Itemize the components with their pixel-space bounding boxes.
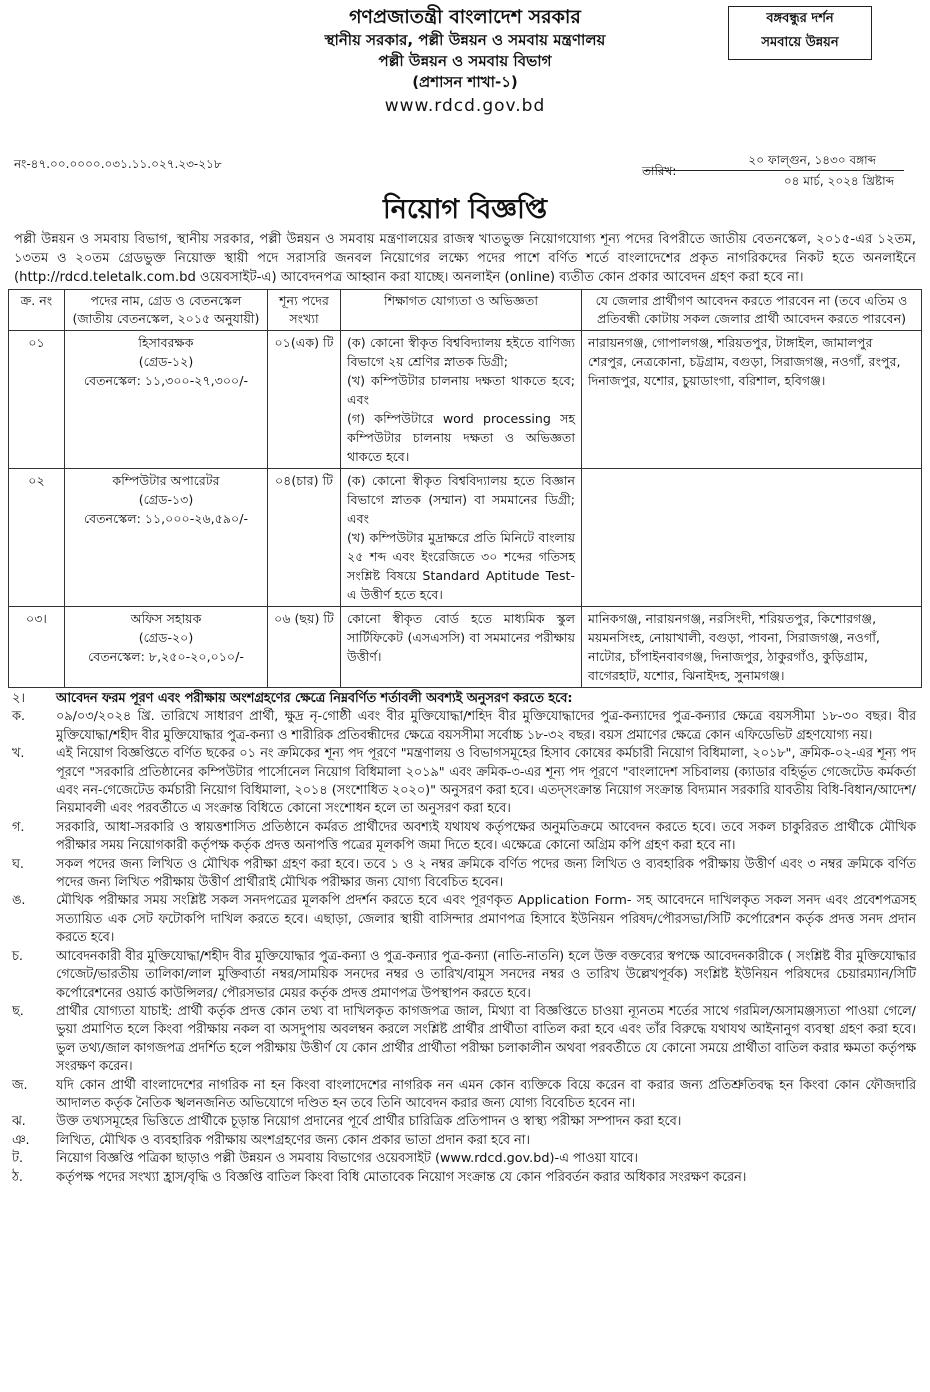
condition-item <box>8 1169 922 1187</box>
condition-item <box>8 948 922 1003</box>
condition-item <box>8 1150 922 1168</box>
condition-key: ২। <box>12 691 25 706</box>
table-row <box>9 607 922 688</box>
condition-item <box>8 1003 922 1077</box>
cell-count: ০১(এক) টি <box>268 331 341 469</box>
cell-district: মানিকগঞ্জ, নারায়নগঞ্জ, নরসিংদী, শরিয়তপুর, কিশোরগঞ্জ, ময়মনসিংহ, নোয়াখালী, বগুড়া, পাবনা, সিরাজগঞ্জ, নওগাঁ, নাটোর, চাঁপাইনবাবগঞ্জ, দিনাজপুর, ঠাকুরগাঁও, কুড়িগ্রাম, বাগেরহাট, যশোর, ঝিনাইদহ, সুনামগঞ্জ। <box>582 607 922 688</box>
table-header-row <box>9 290 922 331</box>
date-english: ০৪ মার্চ, ২০২৪ খ্রিষ্টাব্দ <box>783 174 894 188</box>
col-header-count: শূন্য পদের সংখ্যা <box>268 290 341 331</box>
condition-text: যদি কোন প্রার্থী বাংলাদেশের নাগরিক না হন কিংবা বাংলাদেশের নাগরিক নন এমন কোন ব্যক্তিকে বিয়ে করেন বা করার জন্য প্রতিশ্রুতিবদ্ধ হন কিংবা কোন ফৌজদারি আদালত কর্তৃক নৈতিক স্খলনজনিত অভিযোগে দণ্ডিত হন তবে তিনি আবেদন করার জন্য যোগ্য বিবেচিত হবেন না। <box>56 1077 916 1111</box>
condition-text: আবেদনকারী বীর মুক্তিযোদ্ধা/শহীদ বীর মুক্তিযোদ্ধার পুত্র-কন্যা ও পুত্র-কন্যার পুত্র-কন্যা (নাতি-নাতনি) হলে উক্ত বক্তব্যের স্বপক্ষে আবেদনকারীকে ( সংশ্লিষ্ট বীর মুক্তিযোদ্ধার গেজেট/ভারতীয় তালিকা/লাল মুক্তিবার্তা নম্বর/সাময়িক সনদের নম্বর ও তারিখ/বামুস সনদের নম্বর ও তারিখ উল্লেখপূর্বক) সংশ্লিষ্ট ইউনিয়ন পরিষদের চেয়ারম্যান/সিটি কর্পোরেশনের ওয়ার্ড কাউন্সিলর/ পৌরসভার মেয়র কর্তৃক প্রদত্ত প্রমাণপত্র উপস্থাপন করতে হবে। <box>56 948 916 1001</box>
condition-key: গ. <box>12 819 25 835</box>
post-name: হিসাবরক্ষক <box>138 335 194 350</box>
cell-post <box>65 607 268 688</box>
col-header-post: পদের নাম, গ্রেড ও বেতনস্কেল (জাতীয় বেতনস্কেল, ২০১৫ অনুযায়ী) <box>65 290 268 331</box>
condition-key: ট. <box>12 1151 24 1167</box>
letterhead <box>8 0 922 150</box>
cell-sl: ০১ <box>9 331 65 469</box>
condition-text: সকল পদের জন্য লিখিত ও মৌখিক পরীক্ষা গ্রহণ করা হবে। তবে ১ ও ২ নম্বর ক্রমিকে বর্ণিত পদের জন্য লিখিত ও ব্যবহারিক পরীক্ষায় উত্তীর্ণ এবং ৩ নম্বর ক্রমিকে বর্ণিত পদের জন্য লিখিত পরীক্ষায় উত্তীর্ণ প্রার্থীরাই মৌখিক পরীক্ষার জন্য যোগ্য বিবেচিত হবেন। <box>56 856 916 891</box>
condition-item <box>8 690 922 708</box>
condition-key: জ. <box>12 1077 28 1093</box>
cell-qualification <box>341 331 582 469</box>
post-pay: বেতনস্কেল: ১১,০০০-২৬,৫৯০/- <box>83 511 248 526</box>
condition-key: ঞ. <box>12 1132 30 1148</box>
condition-text: নিয়োগ বিজ্ঞপ্তি পত্রিকা ছাড়াও পল্লী উন্নয়ন ও সমবায় বিভাগের ওয়েবসাইট (www.rdcd.gov.bd)-এ পাওয়া যাবে। <box>56 1151 638 1167</box>
col-header-sl: ক্র. নং <box>9 290 65 331</box>
condition-item <box>8 1077 922 1114</box>
condition-text: এই নিয়োগ বিজ্ঞপ্তিতে বর্ণিত ছকের ০১ নং ক্রমিকের শূন্য পদ পূরণে "মন্ত্রণালয় ও বিভাগসমূহের হিসাব কোষের কর্মচারী নিয়োগ বিধিমালা, ২০১৮", ক্রমিক-০২-এর শূন্য পদ পূরণে "সরকারি প্রতিষ্ঠানের কম্পিউটার পার্সোনেল নিয়োগ বিধিমালা ২০১৯" এবং ক্রমিক-৩-এর শূন্য পদ পূরণে "বাংলাদেশ সচিবালয় (ক্যাডার বহির্ভূত গেজেটেড কর্মকর্তা এবং নন-গেজেটেড কর্মচারী নিয়োগ বিধিমালা, ২০১৪ (সংশোধিত ২০২০)" অনুসরণ করা হবে। এতদ্সংক্রান্ত নিয়োগ সংক্রান্ত বিদ্যমান সরকারি যাবতীয় বিধি-বিধান/আদেশ/নিয়মাবলী এবং পরবর্তীতে এ সংক্রান্ত বিধিতে কোনো সংশোধন হলে তা অনুসরণ করা হবে। <box>56 746 916 817</box>
slogan-line: বঙ্গবন্ধুর দর্শন <box>766 11 834 26</box>
slogan-box <box>728 6 872 60</box>
cell-sl: ০২ <box>9 469 65 607</box>
col-header-district: যে জেলার প্রার্থীগণ আবেদন করতে পারবেন না (তবে এতিম ও প্রতিবন্ধী কোটায় সকল জেলার প্রার্থী আবেদন করতে পারবেন) <box>582 290 922 331</box>
condition-item <box>8 708 922 745</box>
qualification-item: (ক) কোনো স্বীকৃত বিশ্ববিদ্যালয় হতে বিজ্ঞান বিভাগে স্নাতক (সম্মান) বা সমমানের ডিগ্রী; এবং <box>347 473 575 526</box>
date-block <box>644 150 904 191</box>
table-row <box>9 469 922 607</box>
cell-post <box>65 469 268 607</box>
cell-qualification <box>341 469 582 607</box>
post-grade: (গ্রেড-১২) <box>138 354 194 369</box>
condition-text: মৌখিক পরীক্ষার সময় সংশ্লিষ্ট সকল সনদপত্রের মূলকপি প্রদর্শন করতে হবে এবং পূরণকৃত Application Form- সহ আবেদনে দাখিলকৃত সকল সনদ এবং প্রবেশপত্রসহ সত্যায়িত এক সেট ফটোকপি দাখিল করতে হবে। এছাড়া, জেলার স্থায়ী বাসিন্দার প্রমাণপত্র হিসাবে ইউনিয়ন পরিষদ/পৌরসভা/সিটি কর্পোরেশন কর্তৃক প্রদত্ত সনদ প্রদান করতে হবে। <box>56 893 916 946</box>
condition-item <box>8 1132 922 1150</box>
condition-text: কর্তৃপক্ষ পদের সংখ্যা হ্রাস/বৃদ্ধি ও বিজ্ঞপ্তি বাতিল কিংবা বিধি মোতাবেক নিয়োগ সংক্রান্ত যে কোন পরিবর্তন করার অধিকার সংরক্ষণ করেন। <box>56 1169 747 1185</box>
slogan-line: সমবায়ে উন্নয়ন <box>761 35 839 50</box>
condition-key: ঙ. <box>12 893 26 909</box>
notice-title: নিয়োগ বিজ্ঞপ্তি <box>382 194 548 225</box>
government-name: গণপ্রজাতন্ত্রী বাংলাদেশ সরকার <box>349 6 581 28</box>
intro-paragraph: পল্লী উন্নয়ন ও সমবায় বিভাগ, স্থানীয় সরকার, পল্লী উন্নয়ন ও সমবায় মন্ত্রণালয়ের রাজস্ব খাতভুক্ত নিয়োগযোগ্য শূন্য পদের বিপরীতে জাতীয় বেতনস্কেল, ২০১৫-এর ১২তম, ১৩তম ও ২০তম গ্রেডভুক্ত নিয়োক্ত স্থায়ী পদে সরাসরি জনবল নিয়োগের লক্ষ্যে পদের পাশে বর্ণিত শর্তে বাংলাদেশের প্রকৃত নাগরিকদের নিকট হতে অনলাইনে (http://rdcd.teletalk.com.bd ওয়েবসাইট-এ) আবেদনপত্র আহ্বান করা যাচ্ছে। অনলাইন (online) ব্যতীত কোন প্রকার আবেদন গ্রহণ করা হবে না। <box>14 232 916 285</box>
condition-text: ০৯/০৩/২০২৪ খ্রি. তারিখে সাধারণ প্রার্থী, ক্ষুদ্র নৃ-গোষ্ঠী এবং বীর মুক্তিযোদ্ধা/শহিদ বীর মুক্তিযোদ্ধাদের পুত্র-কন্যাদের পুত্র-কন্যার ক্ষেত্রে বয়সসীমা ১৮-৩০ বছর। বীর মুক্তিযোদ্ধা/শহীদ বীর মুক্তিযোদ্ধার পুত্র-কন্যা ও শারীরিক প্রতিবন্ধীদের ক্ষেত্রে বয়সসীমা সর্বোচ্চ ১৮-৩২ বছর। বয়স প্রমাণের ক্ষেত্রে কোন এফিডেভিট গ্রহণযোগ্য নয়। <box>56 709 916 743</box>
condition-item <box>8 1113 922 1131</box>
website-url[interactable]: www.rdcd.gov.bd <box>384 96 546 116</box>
condition-key: ঠ. <box>12 1169 23 1185</box>
cell-count: ০৪(চার) টি <box>268 469 341 607</box>
post-pay: বেতনস্কেল: ১১,৩০০-২৭,৩০০/- <box>83 373 249 388</box>
cell-sl: ০৩। <box>9 607 65 688</box>
condition-item <box>8 819 922 856</box>
condition-item <box>8 856 922 893</box>
post-name: কম্পিউটার অপারেটর <box>112 473 220 488</box>
date-bangla: ২০ ফাল্গুন, ১৪৩০ বঙ্গাব্দ <box>644 150 904 171</box>
posts-table <box>8 289 922 688</box>
post-pay: বেতনস্কেল: ৮,২৫০-২০,০১০/- <box>88 649 244 664</box>
branch-name: (প্রশাসন শাখা-১) <box>412 73 518 91</box>
condition-key: খ. <box>12 746 25 762</box>
condition-key: ছ. <box>12 1003 24 1019</box>
post-grade: (গ্রেড-২০) <box>138 630 194 645</box>
cell-count: ০৬ (ছয়) টি <box>268 607 341 688</box>
qualification-item: (ক) কোনো স্বীকৃত বিশ্ববিদ্যালয় হইতে বাণিজ্য বিভাগে ২য় শ্রেণির স্নাতক ডিগ্রী; <box>347 335 575 369</box>
ministry-name: স্থানীয় সরকার, পল্লী উন্নয়ন ও সমবায় মন্ত্রণালয় <box>324 31 606 49</box>
condition-key: ক. <box>12 709 26 725</box>
conditions-list <box>8 690 922 1187</box>
condition-text: সরকারি, আধা-সরকারি ও স্বায়ত্তশাসিত প্রতিষ্ঠানে কর্মরত প্রার্থীদের অবশ্যই যথাযথ কর্তৃপক্ষের অনুমতিক্রমে আবেদন করতে হবে। তবে সকল চাকুরিরত প্রার্থীকে মৌখিক পরীক্ষার সময় নিয়োগকারী কর্তৃপক্ষ কর্তৃক প্রদত্ত অনাপত্তি পত্রের মূলকপি জমা দিতে হবে। এক্ষেত্রে কোনো অগ্রিম কপি গ্রহণ করা হবে না। <box>56 819 916 854</box>
memo-number: নং-৪৭.০০.০০০০.০৩১.১১.০২৭.২৩-২১৮ <box>14 157 222 171</box>
condition-key: চ. <box>12 948 23 964</box>
condition-text: লিখিত, মৌখিক ও ব্যবহারিক পরীক্ষায় অংশগ্রহণের জন্য কোন প্রকার ভাতা প্রদান করা হবে না। <box>56 1132 530 1148</box>
post-grade: (গ্রেড-১৩) <box>138 492 194 507</box>
date-label: তারিখ: <box>642 164 677 178</box>
condition-text: উক্ত তথ্যসমূহের ভিত্তিতে প্রার্থীকে চূড়ান্ত নিয়োগ প্রদানের পূর্বে প্রার্থীর চারিত্রিক প্রতিপাদন ও স্বাস্থ্য পরীক্ষা সম্পাদন করা হবে। <box>56 1114 682 1130</box>
table-row <box>9 331 922 469</box>
qualification-item: কোনো স্বীকৃত বোর্ড হতে মাধ্যমিক স্কুল সার্টিফিকেট (এসএসসি) বা সমমানের পরীক্ষায় উত্তীর্ণ। <box>347 611 575 664</box>
qualification-item: (গ) কম্পিউটারে word processing সহ কম্পিউটার চালনায় দক্ষতা ও অভিজ্ঞতা থাকতে হবে। <box>347 411 575 464</box>
qualification-item: (খ) কম্পিউটার মুদ্রাক্ষরে প্রতি মিনিটে বাংলায় ২৫ শব্দ এবং ইংরেজিতে ৩০ শব্দের গতিসহ সংশ্লিষ্ট বিষয়ে Standard Aptitude Test-এ উত্তীর্ণ হতে হবে। <box>347 530 575 602</box>
division-name: পল্লী উন্নয়ন ও সমবায় বিভাগ <box>378 52 552 70</box>
reference-row <box>8 150 922 198</box>
condition-item <box>8 745 922 819</box>
condition-key: ঘ. <box>12 856 24 872</box>
cell-qualification <box>341 607 582 688</box>
cell-post <box>65 331 268 469</box>
condition-key: ঝ. <box>12 1114 26 1130</box>
qualification-item: (খ) কম্পিউটার চালনায় দক্ষতা থাকতে হবে; এবং <box>347 373 575 407</box>
condition-text: প্রার্থীর যোগ্যতা যাচাই: প্রার্থী কর্তৃক প্রদত্ত কোন তথ্য বা দাখিলকৃত কাগজপত্র জাল, মিথ্যা বা বিজ্ঞপ্তিতে চাওয়া ন্যূনতম শর্তের সাথে গরমিল/অসামঞ্জস্যতা পাওয়া গেলে/ভুয়া প্রমাণিত হলে কিংবা পরীক্ষায় নকল বা অসদুপায় অবলম্বন করলে সংশ্লিষ্ট প্রার্থীর প্রার্থীতা বাতিল করা হবে এবং তাঁর বিরুদ্ধে যথাযথ আইনানুগ ব্যবস্থা গ্রহণ করা হবে। ভুল তথ্য/জাল কাগজপত্র প্রদর্শিত হলে পরীক্ষায় উত্তীর্ণ যে কোন প্রার্থীর প্রার্থীতা পরীক্ষা চলাকালীন অথবা পরবর্তীতে যে কোনো সময়ে প্রার্থীতা বাতিল করার ক্ষমতা কর্তৃপক্ষ সংরক্ষণ করেন। <box>56 1003 916 1075</box>
post-name: অফিস সহায়ক <box>130 611 202 626</box>
cell-district: নারায়নগঞ্জ, গোপালগঞ্জ, শরিয়তপুর, টাঙ্গাইল, জামালপুর শেরপুর, নেত্রকোনা, চট্টগ্রাম, বগুড়া, সিরাজগঞ্জ, নওগাঁ, রংপুর, দিনাজপুর, যশোর, চুয়াডাংগা, বরিশাল, হবিগঞ্জ। <box>582 331 922 469</box>
condition-text: আবেদন ফরম পূরণ এবং পরীক্ষায় অংশগ্রহণের ক্ষেত্রে নিম্নবর্ণিত শর্তাবলী অবশ্যই অনুসরণ করতে হবে: <box>56 691 573 706</box>
cell-district <box>582 469 922 607</box>
condition-item <box>8 892 922 947</box>
col-header-qualification: শিক্ষাগত যোগ্যতা ও অভিজ্ঞতা <box>341 290 582 331</box>
